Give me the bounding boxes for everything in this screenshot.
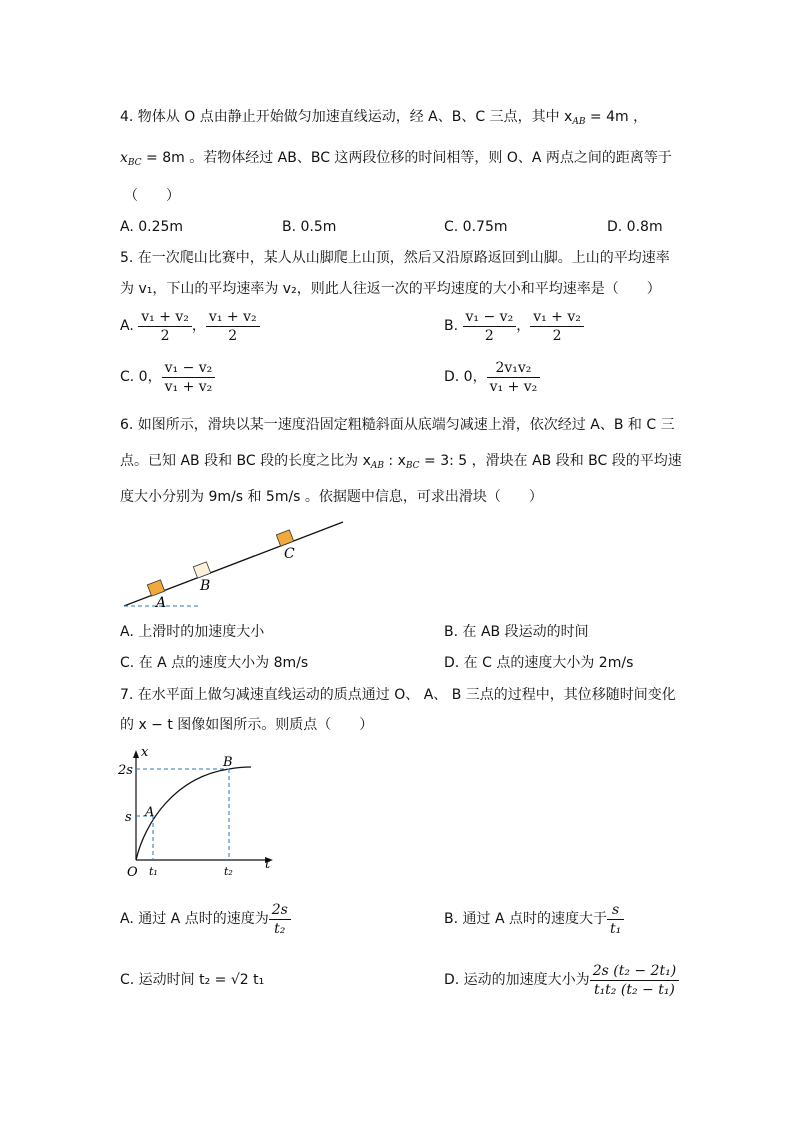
label-t2: t₂ bbox=[224, 865, 233, 878]
fraction: $\frac{\text{2s (t₂ − 2t₁)}}{\text{t₁t₂ (t₂ − t₁)}}$ bbox=[590, 962, 679, 999]
x-axis-arrow bbox=[133, 750, 139, 758]
q4-option-d: D. 0.8m bbox=[607, 219, 663, 235]
fraction: $\frac{\text{2v₁v₂}}{\text{v₁ + v₂}}$ bbox=[487, 359, 541, 396]
q4-bracket: （ ） bbox=[124, 188, 180, 204]
q6-line1: 6. 如图所示，滑块以某一速度沿固定粗糙斜面从底端匀减速上滑，依次经过 A、B 和 C 三 bbox=[120, 417, 675, 433]
q4-option-a: A. 0.25m bbox=[120, 219, 184, 235]
label-c: C bbox=[284, 546, 295, 562]
q7-option-a: A. 通过 A 点时的速度为 $\frac{2s}{\text{t₂}}$ bbox=[120, 898, 291, 940]
q5-line1: 5. 在一次爬山比赛中，某人从山脚爬上山顶，然后又沿原路返回到山脚。上山的平均速率 bbox=[120, 250, 670, 266]
fraction: $\frac{\text{v₁ + v₂}}{2}$ bbox=[206, 308, 260, 345]
q6-line3: 度大小分别为 9m/s 和 5m/s 。依据题中信息，可求出滑块（ ） bbox=[120, 489, 543, 505]
label-b: B bbox=[200, 578, 211, 594]
fraction: $\frac{\text{v₁ − v₂}}{\text{v₁ + v₂}}$ bbox=[162, 359, 216, 396]
slider-block-b bbox=[193, 562, 210, 578]
q4-line1: 4. 物体从 O 点由静止开始做匀加速直线运动，经 A、B、C 三点，其中 $x_{AB} = 4m$ ， bbox=[120, 109, 648, 127]
q6-option-c: C. 在 A 点的速度大小为 8m/s bbox=[120, 655, 309, 671]
q5-option-d: D. 0， $\frac{\text{2v₁v₂}}{\text{v₁ + v₂}}$ bbox=[444, 357, 540, 397]
q6-option-d: D. 在 C 点的速度大小为 2m/s bbox=[444, 655, 634, 671]
q5-option-a: A. $\frac{\text{v₁ + v₂}}{2}$ ， $\frac{\text{v₁ + v₂}}{2}$ bbox=[120, 306, 260, 346]
q5-option-c: C. 0， $\frac{\text{v₁ − v₂}}{\text{v₁ + v₂}}$ bbox=[120, 357, 215, 397]
q4-line2: $x_{BC} = 8m$ 。若物体经过 AB、BC 这两段位移的时间相等，则 O、A 两点之间的距离等于 bbox=[120, 150, 672, 168]
q7-line1: 7. 在水平面上做匀减速直线运动的质点通过 O、 A、 B 三点的过程中，其位移随时间变化 bbox=[120, 687, 676, 703]
q7-option-c: C. 运动时间 t₂ = √2 t₁ bbox=[120, 972, 265, 988]
fraction: $\frac{s}{\text{t₁}}$ bbox=[607, 901, 624, 938]
label-2s: 2s bbox=[118, 763, 133, 778]
q6-line2: 点。已知 AB 段和 BC 段的长度之比为 $x_{AB}$ : $x_{BC} = 3$: 5 ，滑块在 AB 段和 BC 段的平均速 bbox=[120, 453, 682, 471]
label-t: t bbox=[265, 857, 271, 872]
incline-diagram bbox=[118, 515, 358, 615]
label-origin: O bbox=[127, 865, 138, 880]
label-x: x bbox=[141, 745, 149, 760]
q4-option-c: C. 0.75m bbox=[444, 219, 508, 235]
fraction: $\frac{\text{v₁ − v₂}}{2}$ bbox=[463, 308, 517, 345]
label-point-a: A bbox=[145, 805, 155, 820]
q7-option-b: B. 通过 A 点时的速度大于 $\frac{s}{\text{t₁}}$ bbox=[444, 898, 624, 940]
q6-option-a: A. 上滑时的加速度大小 bbox=[120, 624, 265, 640]
fraction: $\frac{\text{v₁ + v₂}}{2}$ bbox=[138, 308, 192, 345]
label-s: s bbox=[125, 810, 132, 825]
q5-option-b: B. $\frac{\text{v₁ − v₂}}{2}$ ， $\frac{\text{v₁ + v₂}}{2}$ bbox=[444, 306, 584, 346]
label-t1: t₁ bbox=[149, 865, 158, 878]
label-a: A bbox=[156, 595, 167, 611]
fraction: $\frac{2s}{\text{t₂}}$ bbox=[269, 901, 291, 938]
q4-option-b: B. 0.5m bbox=[282, 219, 337, 235]
xt-graph bbox=[115, 742, 285, 882]
q5-line2: 为 v₁，下山的平均速率为 v₂，则此人往返一次的平均速度的大小和平均速率是（ ） bbox=[120, 281, 661, 297]
q7-line2: 的 x − t 图像如图所示。则质点（ ） bbox=[120, 717, 374, 733]
fraction: $\frac{\text{v₁ + v₂}}{2}$ bbox=[530, 308, 584, 345]
slider-block-a bbox=[147, 580, 164, 596]
label-point-b: B bbox=[223, 755, 233, 770]
q6-option-b: B. 在 AB 段运动的时间 bbox=[444, 624, 589, 640]
slider-block-c bbox=[276, 530, 293, 546]
q7-option-d: D. 运动的加速度大小为 $\frac{\text{2s (t₂ − 2t₁)}}{\text{t₁t₂ (t₂ − t₁)}}$ bbox=[444, 959, 679, 1001]
